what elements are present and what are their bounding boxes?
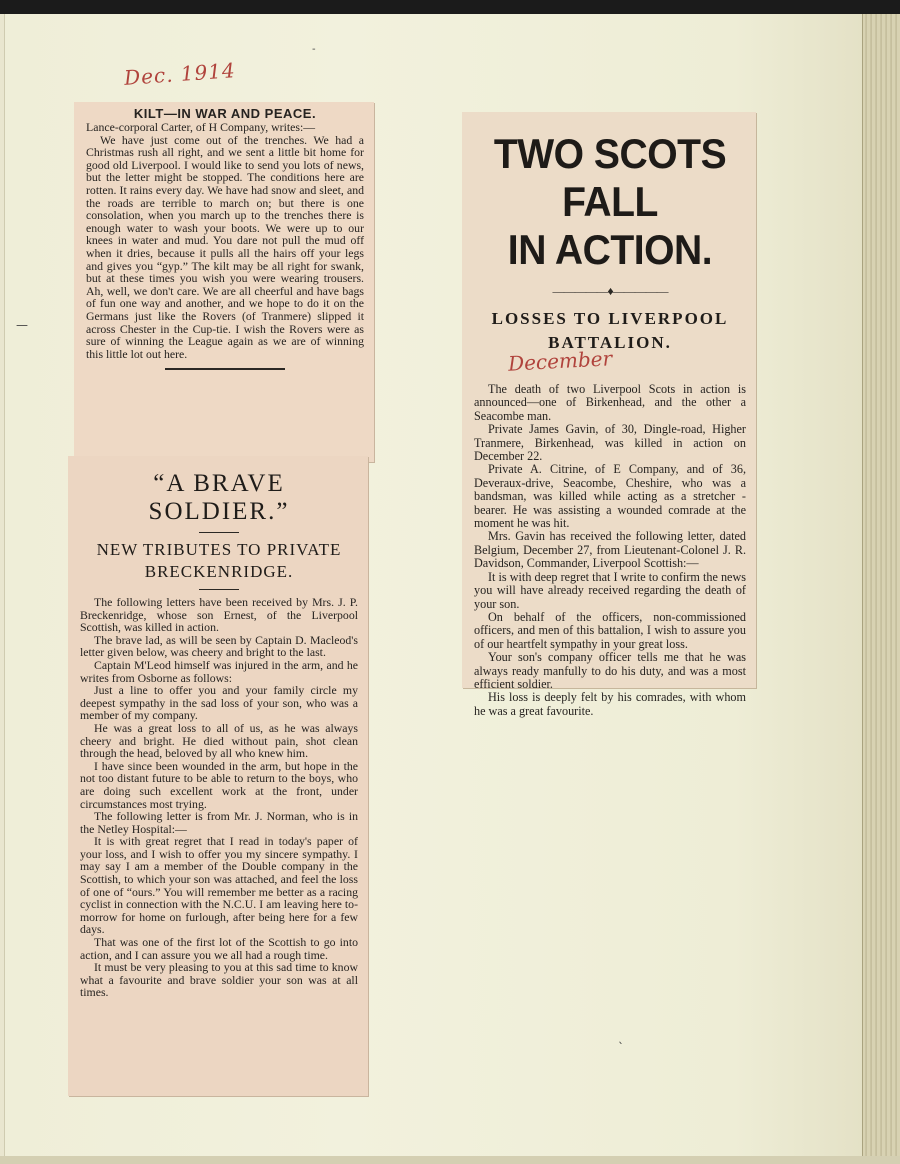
article-paragraph: It is with deep regret that I write to confirm the news you will have already received regarding the death of your son. bbox=[474, 569, 746, 611]
divider-rule bbox=[165, 368, 285, 370]
article-paragraph: Private James Gavin, of 30, Dingle-road, Higher Tranmere, Birkenhead, was killed in action on December 22. bbox=[474, 422, 746, 464]
article-intro: Lance-corporal Carter, of H Company, writes:— bbox=[86, 120, 316, 134]
article-paragraph: Just a line to offer you and your family circle my deepest sympathy in the sad loss of your son, who was a member of my company. bbox=[80, 683, 358, 723]
article-paragraph: Your son's company officer tells me that he was always ready manfully to do his duty, and was a most efficient soldier. bbox=[474, 650, 746, 691]
article-paragraph: I have since been wounded in the arm, but hope in the not too distant future to be able to return to the boys, who are doing such excellent work at the front, under circumstances most trying. bbox=[80, 758, 358, 811]
clipping-headline: KILT—IN WAR AND PEACE. bbox=[133, 106, 317, 121]
top-edge-band bbox=[0, 0, 900, 14]
article-paragraph: Private A. Citrine, of E Company, and of 36, Deveraux-drive, Seacombe, Cheshire, who was a bandsman, was killed while acting as a stretcher - bearer. He was assisting a wounded comrade at the moment he was hit. bbox=[474, 462, 746, 531]
divider-rule bbox=[199, 589, 239, 590]
article-paragraph: On behalf of the officers, non-commissioned officers, and men of this battalion, I wish to assure you of our heartfelt sympathy in your great loss. bbox=[474, 609, 746, 651]
subheadline-line: BRECKENRIDGE. bbox=[144, 562, 294, 581]
clipping-headline bbox=[484, 130, 737, 274]
handwritten-note: December bbox=[507, 346, 613, 376]
bottom-edge bbox=[0, 1156, 900, 1164]
article-body bbox=[474, 383, 746, 718]
margin-dash-mark: — bbox=[16, 318, 28, 332]
divider-rule bbox=[199, 532, 239, 533]
speck-mark: ˎ bbox=[618, 1030, 624, 1044]
clipping-kilt bbox=[74, 102, 374, 462]
article-paragraph: It must be very pleasing to you at this sad time to know what a favourite and brave soldier your son was at all times. bbox=[80, 960, 358, 1000]
article-paragraph: That was one of the first lot of the Scottish to go into action, and I can assure you we all had a rough time. bbox=[80, 935, 358, 962]
clipping-brave-soldier bbox=[68, 456, 368, 1096]
subheadline-line: LOSSES TO LIVERPOOL bbox=[491, 309, 729, 328]
page-edge-stack bbox=[862, 14, 900, 1164]
article-paragraph: It is with great regret that I read in today's paper of your loss, and I wish to offer you my sincere sympathy. I may say I am a member of the Double company in the Scottish, to which your son was attached, and feel the loss of one of “ours.” You will remember me better as a racing cyclist in connection with the N.C.U. I am leaving here to-morrow for home on furlough, after being here for a few days. bbox=[80, 834, 358, 937]
clipping-two-scots bbox=[462, 112, 756, 718]
subheadline-line: BATTALION. bbox=[548, 333, 672, 352]
article-paragraph: The brave lad, as will be seen by Captain D. Macleod's letter given below, was cheery and bright to the last. bbox=[80, 632, 358, 660]
article-paragraph: He was a great loss to all of us, as he was always cheery and bright. He died without pain, shot clean through the head, beloved by all who knew him. bbox=[80, 720, 358, 761]
article-paragraph: His loss is deeply felt by his comrades, with whom he was a great favourite. bbox=[474, 690, 746, 718]
article-body bbox=[86, 121, 364, 360]
headline-line: TWO SCOTS FALL bbox=[493, 130, 727, 225]
ornament-divider: —————♦————— bbox=[552, 284, 668, 298]
article-paragraph: The following letter is from Mr. J. Norman, who is in the Netley Hospital:— bbox=[80, 809, 358, 836]
article-paragraph: Captain M'Leod himself was injured in the arm, and he writes from Osborne as follows: bbox=[80, 657, 358, 685]
speck-mark: - bbox=[312, 44, 316, 55]
article-body bbox=[80, 596, 358, 999]
subheadline-line: NEW TRIBUTES TO PRIVATE bbox=[96, 540, 342, 559]
clipping-headline: “A BRAVE SOLDIER.” bbox=[148, 470, 290, 525]
headline-line: IN ACTION. bbox=[507, 226, 713, 273]
clipping-subheadline bbox=[80, 539, 358, 583]
article-paragraph: The following letters have been received by Mrs. J. P. Breckenridge, whose son Ernest, of the Liverpool Scottish, was killed in action. bbox=[80, 595, 358, 635]
article-paragraph: We have just come out of the trenches. We had a Christmas rush all right, and we sent a little bit home for good old Liverpool. I would like to send you lots of news, but the letter might be stopped. The conditions here are rotten. It rains every day. We have had snow and sleet, and the roads are terrible to march on; but there is one consolation, when you march up to the trenches there is enough water to wash your boots. We were up to our knees in water and mud. You dare not pull the mud off when it dries, because it pulls all the hairs off your legs and gives you “gyp.” The kilt may be all right for swank, but at these times you wish you were wearing trousers. Ah, well, we don't care. We are all cheerful and have bags of fun one way and another, and we hope to do it on the Germans just like the Rovers (of Tranmere) slipped it across Chester in the Cup-tie. I wish the Rovers were as sure of winning the League again as we are of winning this little lot out here. bbox=[86, 132, 364, 361]
article-paragraph: The death of two Liverpool Scots in action is announced—one of Birkenhead, and the other a Seacombe man. bbox=[474, 382, 746, 423]
handwritten-date: Dec. 1914 bbox=[123, 58, 237, 90]
article-paragraph: Mrs. Gavin has received the following letter, dated Belgium, December 27, from Lieutenant-Colonel J. R. Davidson, Commander, Liverpool Scottish:— bbox=[474, 529, 746, 571]
